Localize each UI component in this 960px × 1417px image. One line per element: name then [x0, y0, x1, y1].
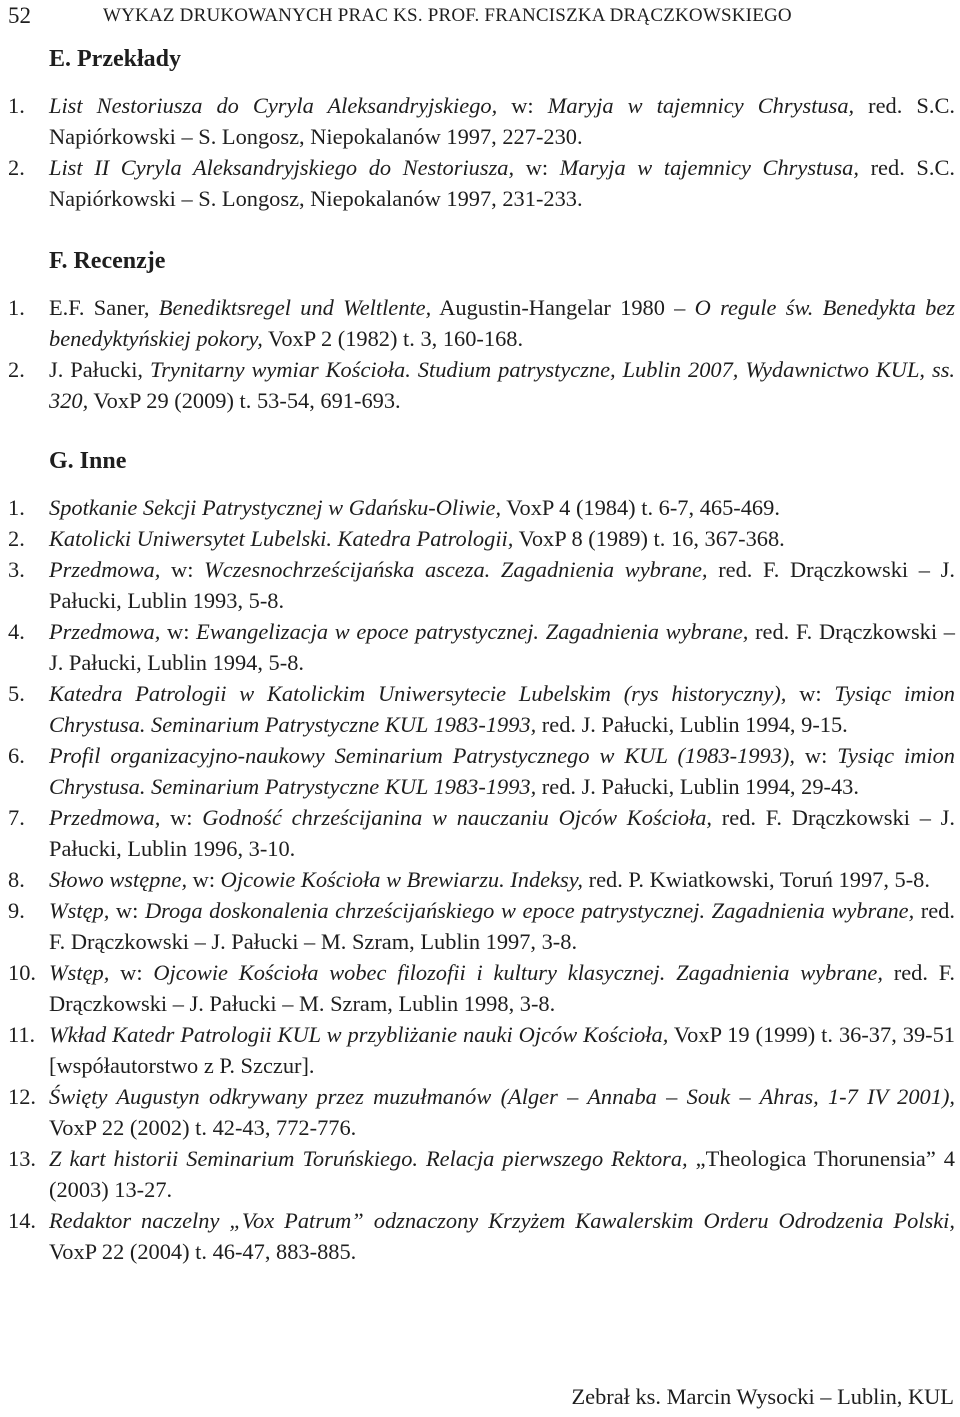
citation-segment: w: [786, 681, 835, 706]
entry-number: 5. [8, 681, 25, 706]
citation-segment: red. F. Drączkowski – J. Pałucki, Lublin 1996, 3-10. [49, 805, 955, 861]
citation-segment: VoxP 8 (1989) t. 16, 367-368. [513, 526, 785, 551]
citation-segment: „Theologica Thorunensia” 4 (2003) 13-27. [49, 1146, 955, 1202]
citation-segment: w: [794, 743, 838, 768]
entry-list [0, 292, 960, 416]
title-segment: Godność chrześcijanina w nauczaniu Ojców Kościoła, [202, 805, 713, 830]
citation-segment: w: [514, 155, 560, 180]
bibliography-entry [0, 1143, 955, 1205]
entry-list [0, 90, 960, 214]
title-segment: Droga doskonalenia chrześcijańskiego w epoce patrystycznej. Zagadnienia wybrane, [144, 898, 915, 923]
entry-text [49, 354, 955, 416]
bibliography-entry [0, 1205, 955, 1267]
entry-number: 1. [8, 295, 25, 320]
title-segment: Przedmowa, [49, 557, 161, 582]
bibliography-entry [0, 523, 955, 554]
title-segment: Benediktsregel und Weltlente, [158, 295, 432, 320]
citation-segment: Augustin-Hangelar 1980 – [431, 295, 695, 320]
bibliography-entry [0, 802, 955, 864]
section-heading: E. Przekłady [49, 46, 181, 72]
citation-segment: red. S.C. Napiórkowski – S. Longosz, Niepokalanów 1997, 231-233. [49, 155, 955, 211]
bibliography-entry [0, 90, 955, 152]
citation-segment: w: [187, 867, 221, 892]
entry-text [49, 152, 955, 214]
page-number: 52 [8, 3, 31, 28]
entry-list [0, 492, 960, 1267]
title-segment: Maryja w tajemnicy Chrystusa, [547, 93, 855, 118]
entry-text [49, 864, 955, 895]
entry-number: 9. [8, 898, 25, 923]
title-segment: Redaktor naczelny „Vox Patrum” odznaczony Krzyżem Kawalerskim Orderu Odrodzenia Polski, [49, 1208, 955, 1233]
citation-segment: VoxP 22 (2002) t. 42-43, 772-776. [49, 1115, 357, 1140]
title-segment: Wkład Katedr Patrologii KUL w przybliżanie nauki Ojców Kościoła, [49, 1022, 669, 1047]
citation-segment: w: [160, 557, 205, 582]
citation-segment: E.F. Saner, [49, 295, 159, 320]
title-segment: Z kart historii Seminarium Toruńskiego. Relacja pierwszego Rektora, [49, 1146, 688, 1171]
citation-segment: red. S.C. Napiórkowski – S. Longosz, Niepokalanów 1997, 227-230. [49, 93, 955, 149]
entry-text [49, 523, 955, 554]
section-heading: G. Inne [49, 448, 127, 474]
citation-segment: VoxP 2 (1982) t. 3, 160-168. [262, 326, 524, 351]
citation-segment: w: [109, 960, 154, 985]
bibliography-entry [0, 354, 955, 416]
compiler-credit: Zebrał ks. Marcin Wysocki – Lublin, KUL [571, 1384, 954, 1409]
bibliography-entry [0, 1019, 955, 1081]
entry-text [49, 895, 955, 957]
entry-text [49, 740, 955, 802]
section-heading: F. Recenzje [49, 248, 166, 274]
entry-number: 2. [8, 526, 25, 551]
entry-number: 2. [8, 357, 25, 382]
bibliography-entry [0, 152, 955, 214]
citation-segment: J. Pałucki, [49, 357, 150, 382]
citation-segment: VoxP 22 (2004) t. 46-47, 883-885. [49, 1239, 357, 1264]
citation-segment: VoxP 4 (1984) t. 6-7, 465-469. [501, 495, 780, 520]
citation-segment: w: [497, 93, 548, 118]
entry-number: 8. [8, 867, 25, 892]
entry-text [49, 292, 955, 354]
citation-segment: red. F. Drączkowski – J. Pałucki – M. Szram, Lublin 1997, 3-8. [49, 898, 955, 954]
title-segment: Przedmowa, [49, 619, 161, 644]
entry-text [49, 90, 955, 152]
title-segment: O regule św. Benedykta bez benedyktyńskiej pokory, [49, 295, 955, 351]
bibliography-entry [0, 554, 955, 616]
entry-number: 6. [8, 743, 25, 768]
bibliography-entry [0, 1081, 955, 1143]
entry-text [49, 1143, 955, 1205]
entry-number: 3. [8, 557, 25, 582]
title-segment: List Nestoriusza do Cyryla Aleksandryjskiego, [49, 93, 498, 118]
citation-segment: w: [109, 898, 145, 923]
title-segment: Katedra Patrologii w Katolickim Uniwersytecie Lubelskim (rys historyczny), [49, 681, 787, 706]
entry-number: 7. [8, 805, 25, 830]
entry-text [49, 616, 955, 678]
citation-segment: red. J. Pałucki, Lublin 1994, 29-43. [536, 774, 859, 799]
citation-segment: red. F. Drączkowski – J. Pałucki – M. Szram, Lublin 1998, 3-8. [49, 960, 955, 1016]
citation-segment: VoxP 19 (1999) t. 36-37, 39-51 [współautorstwo z P. Szczur]. [49, 1022, 955, 1078]
title-segment: Tysiąc imion Chrystusa. Seminarium Patrystyczne KUL 1983-1993, [49, 743, 955, 799]
bibliography-entry [0, 864, 955, 895]
title-segment: Ojcowie Kościoła w Brewiarzu. Indeksy, [220, 867, 584, 892]
citation-segment: red. F. Drączkowski – J. Pałucki, Lublin 1993, 5-8. [49, 557, 955, 613]
entry-number: 11. [8, 1022, 36, 1047]
running-head [0, 1, 960, 31]
title-segment: Tysiąc imion Chrystusa. Seminarium Patrystyczne KUL 1983-1993, [49, 681, 955, 737]
entry-text [49, 678, 955, 740]
citation-segment: w: [160, 619, 197, 644]
citation-segment: w: [160, 805, 203, 830]
title-segment: Wczesnochrześcijańska asceza. Zagadnienia wybrane, [204, 557, 708, 582]
entry-text [49, 802, 955, 864]
title-segment: Ojcowie Kościoła wobec filozofii i kultury klasycznej. Zagadnienia wybrane, [153, 960, 883, 985]
title-segment: Wstęp, [49, 960, 110, 985]
running-head-title: WYKAZ DRUKOWANYCH PRAC KS. PROF. FRANCISZKA DRĄCZKOWSKIEGO [103, 5, 792, 26]
title-segment: Maryja w tajemnicy Chrystusa, [559, 155, 859, 180]
entry-number: 10. [8, 960, 36, 985]
title-segment: Wstęp, [49, 898, 110, 923]
entry-text [49, 1081, 955, 1143]
title-segment: Przedmowa, [49, 805, 161, 830]
title-segment: List II Cyryla Aleksandryjskiego do Nestoriusza, [49, 155, 515, 180]
bibliography-entry [0, 895, 955, 957]
citation-segment: VoxP 29 (2009) t. 53-54, 691-693. [88, 388, 401, 413]
bibliography-entry [0, 957, 955, 1019]
title-segment: Trynitarny wymiar Kościoła. Studium patrystyczne, Lublin 2007, Wydawnictwo KUL, ss. 320, [49, 357, 956, 413]
title-segment: Katolicki Uniwersytet Lubelski. Katedra Patrologii, [49, 526, 514, 551]
bibliography-entry [0, 616, 955, 678]
bibliography-entry [0, 492, 955, 523]
citation-segment: red. P. Kwiatkowski, Toruń 1997, 5-8. [583, 867, 930, 892]
title-segment: Święty Augustyn odkrywany przez muzułmanów (Alger – Annaba – Souk – Ahras, 1-7 IV 2001), [49, 1084, 955, 1109]
citation-segment: red. F. Drączkowski – J. Pałucki, Lublin 1994, 5-8. [49, 619, 955, 675]
bibliography-entry [0, 292, 955, 354]
entry-text [49, 1019, 955, 1081]
entry-number: 12. [8, 1084, 36, 1109]
title-segment: Ewangelizacja w epoce patrystycznej. Zagadnienia wybrane, [196, 619, 749, 644]
bibliography-entry [0, 740, 955, 802]
citation-segment: red. J. Pałucki, Lublin 1994, 9-15. [536, 712, 848, 737]
entry-text [49, 957, 955, 1019]
entry-number: 1. [8, 495, 25, 520]
entry-number: 1. [8, 93, 25, 118]
entry-text [49, 554, 955, 616]
entry-text [49, 1205, 955, 1267]
entry-number: 14. [8, 1208, 36, 1233]
title-segment: Profil organizacyjno-naukowy Seminarium Patrystycznego w KUL (1983-1993), [49, 743, 795, 768]
title-segment: Słowo wstępne, [49, 867, 188, 892]
entry-number: 13. [8, 1146, 36, 1171]
bibliography-entry [0, 678, 955, 740]
entry-number: 2. [8, 155, 25, 180]
entry-number: 4. [8, 619, 25, 644]
entry-text [49, 492, 955, 523]
title-segment: Spotkanie Sekcji Patrystycznej w Gdańsku-Oliwie, [49, 495, 502, 520]
